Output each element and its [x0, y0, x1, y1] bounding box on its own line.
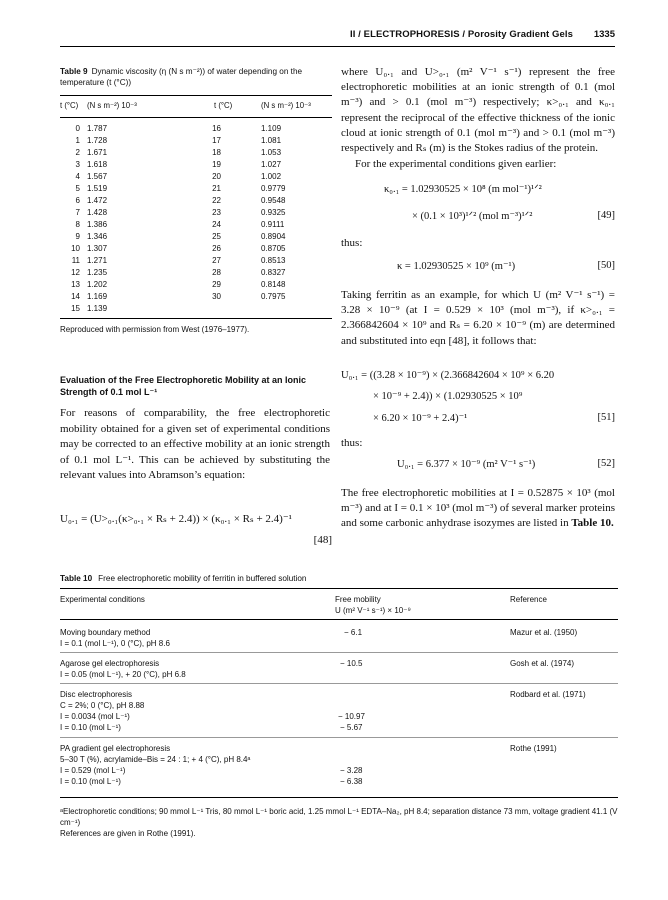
table-row: 0 1.787 16 1.109 — [75, 124, 282, 133]
running-header — [60, 28, 615, 47]
page-number: 1335 — [593, 29, 615, 40]
table10-bottom-rule — [60, 797, 618, 798]
table10-footnote-references: References are given in Rothe (1991). — [60, 829, 196, 839]
running-header-title: II / ELECTROPHORESIS / Porosity Gradient Gels — [349, 29, 573, 40]
table10-group-2-value: − 10.5 — [340, 659, 363, 668]
table-row: 14 1.169 30 0.7975 — [71, 292, 286, 301]
table10-group-3-reference: Rodbard et al. (1971) — [510, 690, 586, 699]
equation-51-number: [51] — [597, 412, 615, 423]
table10-header-mobility-1: Free mobility — [335, 595, 381, 604]
table10-group-2-conditions: I = 0.05 (mol L⁻¹), + 20 (°C), pH 6.8 — [60, 670, 186, 679]
table-row: 13 1.202 29 0.8148 — [71, 280, 286, 289]
table9-header-t2: t (°C) — [214, 101, 233, 110]
equation-48-number: [48] — [313, 534, 332, 546]
table10-group-1-value: − 6.1 — [344, 628, 363, 637]
table10-group-4-conditions: 5–30 T (%), acrylamide–Bis = 24 : 1; + 4 (°C), pH 8.4ᵃ — [60, 755, 251, 764]
table-row: 5 1.519 21 0.9779 — [75, 184, 286, 193]
equation-49-line-2: × (0.1 × 10³)¹ᐟ² (mol m⁻³)¹ᐟ² — [412, 211, 533, 222]
table9-header-v1: (N s m⁻²) 10⁻³ — [87, 101, 137, 110]
right-paragraph-3: Taking ferritin as an example, for which U (m² V⁻¹ s⁻¹) = 3.28 × 10⁻⁹ (at I = 0.529 × 10³ (mol m⁻³), if κ>₀.₁ = 2.366842604 × 10⁹ and Rₛ = 6.20 × 10⁻⁹ (m) are determined and substituted into eqn [48], it follows that: — [341, 289, 615, 347]
equation-51-line-1: U₀.₁ = ((3.28 × 10⁻⁹) × (2.366842604 × 10⁹ × 6.20 — [341, 370, 555, 381]
table10-header-mobility-2: U (m² V⁻¹ s⁻¹) × 10⁻⁹ — [335, 606, 411, 615]
table-row: 3 1.618 19 1.027 — [75, 160, 282, 169]
table10-group-3-method: Disc electrophoresis — [60, 690, 133, 699]
table-row: 4 1.567 20 1.002 — [75, 172, 282, 181]
table10-group-4-reference: Rothe (1991) — [510, 744, 557, 753]
equation-50-number: [50] — [597, 260, 615, 271]
table10-group-2-reference: Gosh et al. (1974) — [510, 659, 575, 668]
table-row: 10 1.307 26 0.8705 — [71, 244, 286, 253]
table-row: 9 1.346 25 0.8904 — [75, 232, 286, 241]
table9-header-v2: (N s m⁻²) 10⁻³ — [261, 101, 311, 110]
thus-text-2: thus: — [341, 437, 363, 449]
table10-group-1-reference: Mazur et al. (1950) — [510, 628, 578, 637]
table-row: 7 1.428 23 0.9325 — [75, 208, 286, 217]
table-row: 2 1.671 18 1.053 — [75, 148, 282, 157]
table10-group-3-strength-b: I = 0.10 (mol L⁻¹) — [60, 723, 121, 732]
table10-group-4-strength-a: I = 0.529 (mol L⁻¹) — [60, 766, 126, 775]
table10-group-4-method: PA gradient gel electrophoresis — [60, 744, 171, 753]
equation-48: U₀.₁ = (U>₀.₁(κ>₀.₁ × Rₛ + 2.4)) × (κ₀.₁ × Rₛ + 2.4)⁻¹ — [60, 513, 292, 525]
table10-group-4-value-a: − 3.28 — [340, 766, 363, 775]
table9-label: Table 9 — [60, 67, 88, 76]
table9-header-rule — [60, 117, 332, 118]
table10-row-rule — [60, 737, 618, 738]
table10-group-3-conditions: C = 2%; 0 (°C), pH 8.88 — [60, 701, 145, 710]
table-row: 6 1.472 22 0.9548 — [75, 196, 286, 205]
table9-caption-text: Dynamic viscosity (η (N s m⁻²)) of water depending on the temperature (t (°C)) — [60, 67, 303, 87]
table10-reference-link: Table 10. — [571, 517, 614, 530]
right-paragraph-2: For the experimental conditions given earlier: — [355, 158, 557, 170]
table10-footnote-a: ᵃElectrophoretic conditions; 90 mmol L⁻¹ Tris, 80 mmol L⁻¹ boric acid, 1.25 mmol L⁻¹ EDTA–Na₂, pH 8.4; separation distance 73 mm, voltage gradient 41.1 (V cm⁻¹) — [60, 807, 618, 828]
table10-header-rule — [60, 619, 618, 620]
table9-note: Reproduced with permission from West (1976–1977). — [60, 325, 250, 334]
table-row: 1 1.728 17 1.081 — [75, 136, 282, 145]
table10-row-rule — [60, 683, 618, 684]
table-row: 15 1.139 — [71, 304, 108, 313]
table9-caption — [60, 66, 330, 88]
table10-group-4-strength-b: I = 0.10 (mol L⁻¹) — [60, 777, 121, 786]
table9-bottom-rule — [60, 318, 332, 319]
equation-49-number: [49] — [597, 210, 615, 221]
table-row: 12 1.235 28 0.8327 — [71, 268, 286, 277]
table10-label: Table 10 — [60, 574, 93, 583]
thus-text-1: thus: — [341, 237, 363, 249]
equation-51-line-2: × 10⁻⁹ + 2.4)) × (1.02930525 × 10⁹ — [373, 391, 523, 402]
equation-52-number: [52] — [597, 458, 615, 469]
table10-group-2-method: Agarose gel electrophoresis — [60, 659, 160, 668]
table10-row-rule — [60, 652, 618, 653]
table10-group-4-value-b: − 6.38 — [340, 777, 363, 786]
right-paragraph-4 — [341, 486, 615, 532]
table10-group-3-strength-a: I = 0.0034 (mol L⁻¹) — [60, 712, 130, 721]
table-row: 8 1.386 24 0.9111 — [75, 220, 285, 229]
right-paragraph-4-text: The free electrophoretic mobilities at I = 0.52875 × 10³ (mol m⁻³) and at I = 0.1 × 10³ (mol m⁻³) of several marker proteins and some carbonic anhydrase isozymes are listed in — [341, 487, 616, 530]
equation-50: κ = 1.02930525 × 10⁹ (m⁻¹) — [397, 261, 516, 272]
table10-header-conditions: Experimental conditions — [60, 595, 145, 604]
table10-caption — [60, 574, 306, 583]
equation-52: U₀.₁ = 6.377 × 10⁻⁹ (m² V⁻¹ s⁻¹) — [397, 459, 536, 470]
equation-51-line-3: × 6.20 × 10⁻⁹ + 2.4)⁻¹ — [373, 413, 468, 424]
section-heading: Evaluation of the Free Electrophoretic Mobility at an Ionic Strength of 0.1 mol L⁻¹ — [60, 375, 307, 397]
left-paragraph: For reasons of comparability, the free electrophoretic mobility obtained for a given set of experimental conditions may be corrected to an effective mobility at an ionic strength of 0.1 mol L⁻¹. This can be achieved by substituting the relevant values into Abramson’s equation: — [60, 407, 330, 481]
table10-group-3-value-b: − 5.67 — [340, 723, 363, 732]
table10-footnotes — [60, 806, 618, 840]
table9-header-t1: t (°C) — [60, 101, 79, 110]
equation-49-line-1: κ₀.₁ = 1.02930525 × 10⁸ (m mol⁻¹)¹ᐟ² — [384, 184, 542, 195]
table9-top-rule — [60, 95, 332, 96]
table10-header-reference: Reference — [510, 595, 547, 604]
right-paragraph-1: where U₀.₁ and U>₀.₁ (m² V⁻¹ s⁻¹) represent the free electrophoretic mobilities at an ionic strength of 0.1 (mol m⁻³) and > 0.1 (mol m⁻³) respectively; κ>₀.₁ and κ₀.₁ represent the reciprocal of the effective thickness of the ionic cloud at ionic strength of 0.1 (mol m⁻³) and > 0.1 (mol m⁻³) respectively and Rₛ (m) is the Stokes radius of the protein. — [341, 66, 615, 155]
table10-group-1-method: Moving boundary method — [60, 628, 151, 637]
table-row: 11 1.271 27 0.8513 — [71, 256, 286, 265]
table10-top-rule — [60, 588, 618, 589]
table10-caption-text: Free electrophoretic mobility of ferritin in buffered solution — [98, 574, 307, 583]
table10-group-3-value-a: − 10.97 — [338, 712, 365, 721]
table10-group-1-conditions: I = 0.1 (mol L⁻¹), 0 (°C), pH 8.6 — [60, 639, 170, 648]
